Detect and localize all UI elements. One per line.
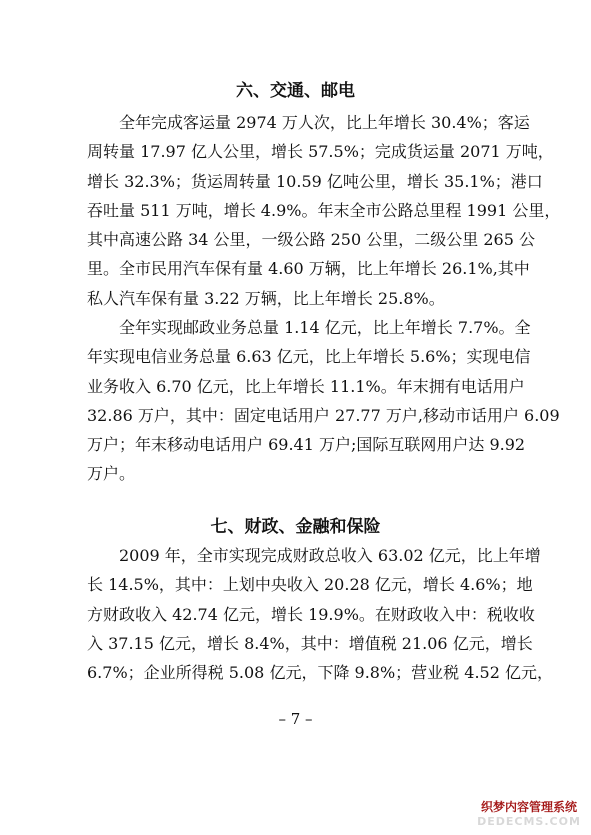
watermark-domain: DEDECMS.COM [477, 815, 581, 828]
site-watermark [471, 799, 587, 829]
text-line: 长 14.5%，其中：上划中央收入 20.28 亿元，增长 4.6%；地 [87, 575, 533, 595]
paragraph-post-telecom [87, 313, 560, 489]
text-line: 全年完成客运量 2974 万人次，比上年增长 30.4%；客运 [119, 113, 530, 132]
text-line: 2009 年，全市实现完成财政总收入 63.02 亿元，比上年增 [119, 546, 541, 565]
text-line: 里。全市民用汽车保有量 4.60 万辆，比上年增长 26.1%,其中 [87, 259, 530, 279]
text-line: 业务收入 6.70 亿元，比上年增长 11.1%。年末拥有电话用户 [87, 376, 525, 396]
text-line: 入 37.15 亿元，增长 8.4%，其中：增值税 21.06 亿元，增长 [87, 633, 533, 653]
text-line: 万户。 [87, 464, 136, 484]
text-line: 增长 32.3%；货运周转量 10.59 亿吨公里，增长 35.1%；港口 [87, 171, 543, 191]
text-line: 周转量 17.97 亿人公里，增长 57.5%；完成货运量 2071 万吨， [87, 142, 554, 162]
text-line: 其中高速公路 34 公里，一级公路 250 公里，二级公里 265 公 [87, 230, 535, 250]
page-number: – 7 – [278, 710, 313, 728]
text-line: 私人汽车保有量 3.22 万辆，比上年增长 25.8%。 [87, 288, 445, 308]
section-heading-finance-insurance: 七、财政、金融和保险 [210, 517, 381, 537]
text-line: 年实现电信业务总量 6.63 亿元，比上年增长 5.6%；实现电信 [87, 347, 531, 367]
text-line: 方财政收入 42.74 亿元，增长 19.9%。在财政收入中：税收收 [87, 604, 535, 624]
text-line: 全年实现邮政业务总量 1.14 亿元，比上年增长 7.7%。全 [119, 318, 531, 337]
text-line: 万户；年末移动电话用户 69.41 万户;国际互联网用户达 9.92 [87, 435, 526, 455]
text-line: 32.86 万户，其中：固定电话用户 27.77 万户,移动市话用户 6.09 [87, 405, 560, 425]
watermark-title: 织梦内容管理系统 [480, 800, 577, 814]
text-line: 吞吐量 511 万吨，增长 4.9%。年末全市公路总里程 1991 公里， [87, 200, 561, 220]
section-heading-transport-post: 六、交通、邮电 [236, 81, 355, 101]
text-line: 6.7%；企业所得税 5.08 亿元，下降 9.8%；营业税 4.52 亿元， [87, 663, 553, 683]
paragraph-finance [87, 541, 553, 687]
paragraph-transport [87, 108, 561, 313]
